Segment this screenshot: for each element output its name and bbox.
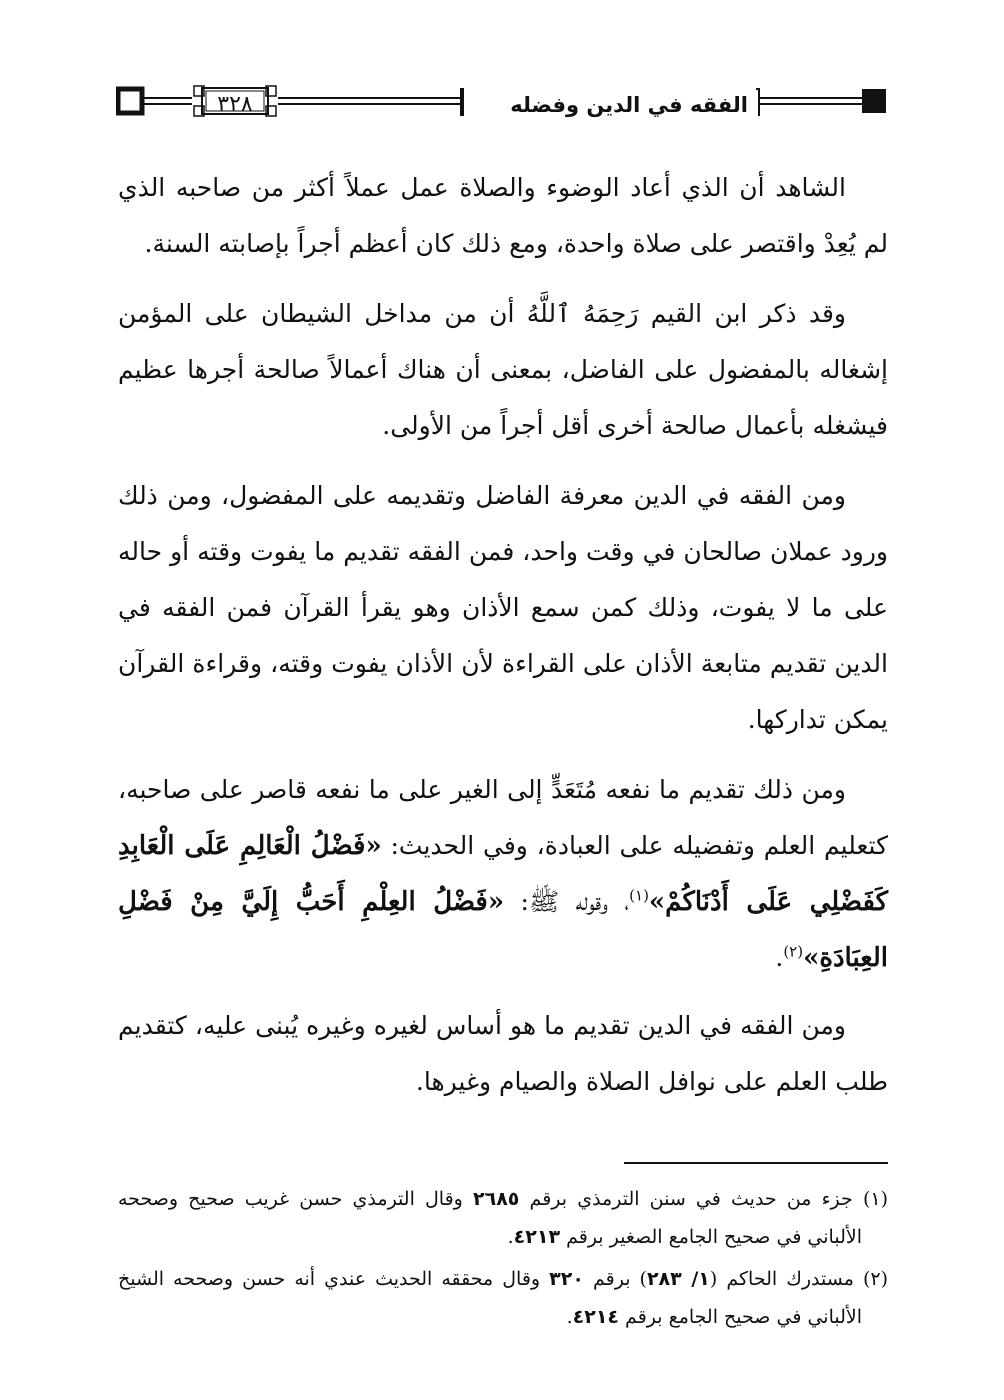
footnote-1-marker: (١) [862, 1188, 888, 1210]
paragraph-1: الشاهد أن الذي أعاد الوضوء والصلاة عمل عملاً أكثر من صاحبه الذي لم يُعِدْ واقتصر على صلاة واحدة، ومع ذلك كان أعظم أجراً بإصابته السنة. [118, 173, 888, 258]
footnote-1-text-b: وقال الترمذي حسن غريب صحيح وصححه الألباني في صحيح الجامع الصغير برقم [118, 1188, 862, 1248]
footnote-2 [118, 1260, 888, 1336]
hadith-quote-1: «فَضْلُ الْعَالِمِ عَلَى الْعَابِدِ كَفَضْلِي عَلَى أَدْنَاكُمْ» [118, 831, 888, 917]
footnote-separator [624, 1162, 888, 1164]
footnote-2-number-2: ٤٢١٤ [572, 1306, 620, 1328]
footnote-2-marker: (٢) [862, 1268, 888, 1290]
paragraph-4-intro: ومن ذلك تقديم ما نفعه مُتَعَدٍّ إلى الغير على ما نفعه قاصر على صاحبه، كتعليم العلم وتفضيله على العبادة، وفي الحديث: [118, 775, 888, 860]
paragraph-2: وقد ذكر ابن القيم رَحِمَهُ ٱللَّهُ أن من مداخل الشيطان على المؤمن إشغاله بالمفضول على الفاضل، بمعنى أن هناك أعمالاً صالحة أجرها عظيم فيشغله بأعمال صالحة أخرى أقل أجراً من الأولى. [118, 299, 888, 440]
paragraph-3: ومن الفقه في الدين معرفة الفاضل وتقديمه على المفضول، ومن ذلك ورود عملان صالحان في وقت واحد، فمن الفقه تقديم ما يفوت وقته أو حاله على ما لا يفوت، وذلك كمن سمع الأذان وهو يقرأ القرآن فمن الفقه في الدين تقديم متابعة الأذان على القراءة لأن الأذان يفوت وقته، وقراءة القرآن يمكن تداركها. [118, 481, 888, 734]
paragraph-5: ومن الفقه في الدين تقديم ما هو أساس لغيره وغيره يُبنى عليه، كتقديم طلب العلم على نوافل الصلاة والصيام وغيرها. [118, 1011, 888, 1096]
footnote-ref-1: (١) [629, 886, 649, 905]
footnote-2-text-c: وقال محققه الحديث عندي أنه حسن وصححه الشيخ الألباني في صحيح الجامع برقم [118, 1268, 862, 1328]
footnote-ref-2: (٢) [783, 942, 804, 961]
paragraph-4 [118, 762, 888, 986]
footnote-1-number-2: ٤٢١٣ [513, 1226, 561, 1248]
paragraph-4-end: . [775, 943, 784, 972]
footnote-2-number: ٣٢٠ [549, 1268, 584, 1290]
hadith-quote-2: «فَضْلُ العِلْمِ أَحَبُّ إِلَيَّ مِنْ فَضْلِ العِبَادَةِ» [118, 887, 888, 973]
running-header [116, 84, 888, 128]
page-number: ٣٢٨ [217, 92, 253, 117]
footnote-1-text-a: جزء من حديث في سنن الترمذي برقم [519, 1188, 853, 1210]
footnote-2-volume: ١/ ٢٨٣ [646, 1268, 710, 1290]
footnote-1-number: ٢٦٨٥ [473, 1188, 520, 1210]
body-text [118, 160, 888, 1124]
footnote-1-end: . [507, 1226, 514, 1248]
footnote-2-text-a: مستدرك الحاكم ( [709, 1268, 854, 1290]
footnote-1 [118, 1180, 888, 1256]
running-title: الفقه في الدين وفضله [500, 90, 758, 120]
hadith-connector: ، وقوله ﷺ: [520, 887, 630, 916]
footnotes [118, 1180, 888, 1340]
footnote-2-text-b: ) برقم [583, 1268, 647, 1290]
footnote-2-end: . [566, 1306, 573, 1328]
